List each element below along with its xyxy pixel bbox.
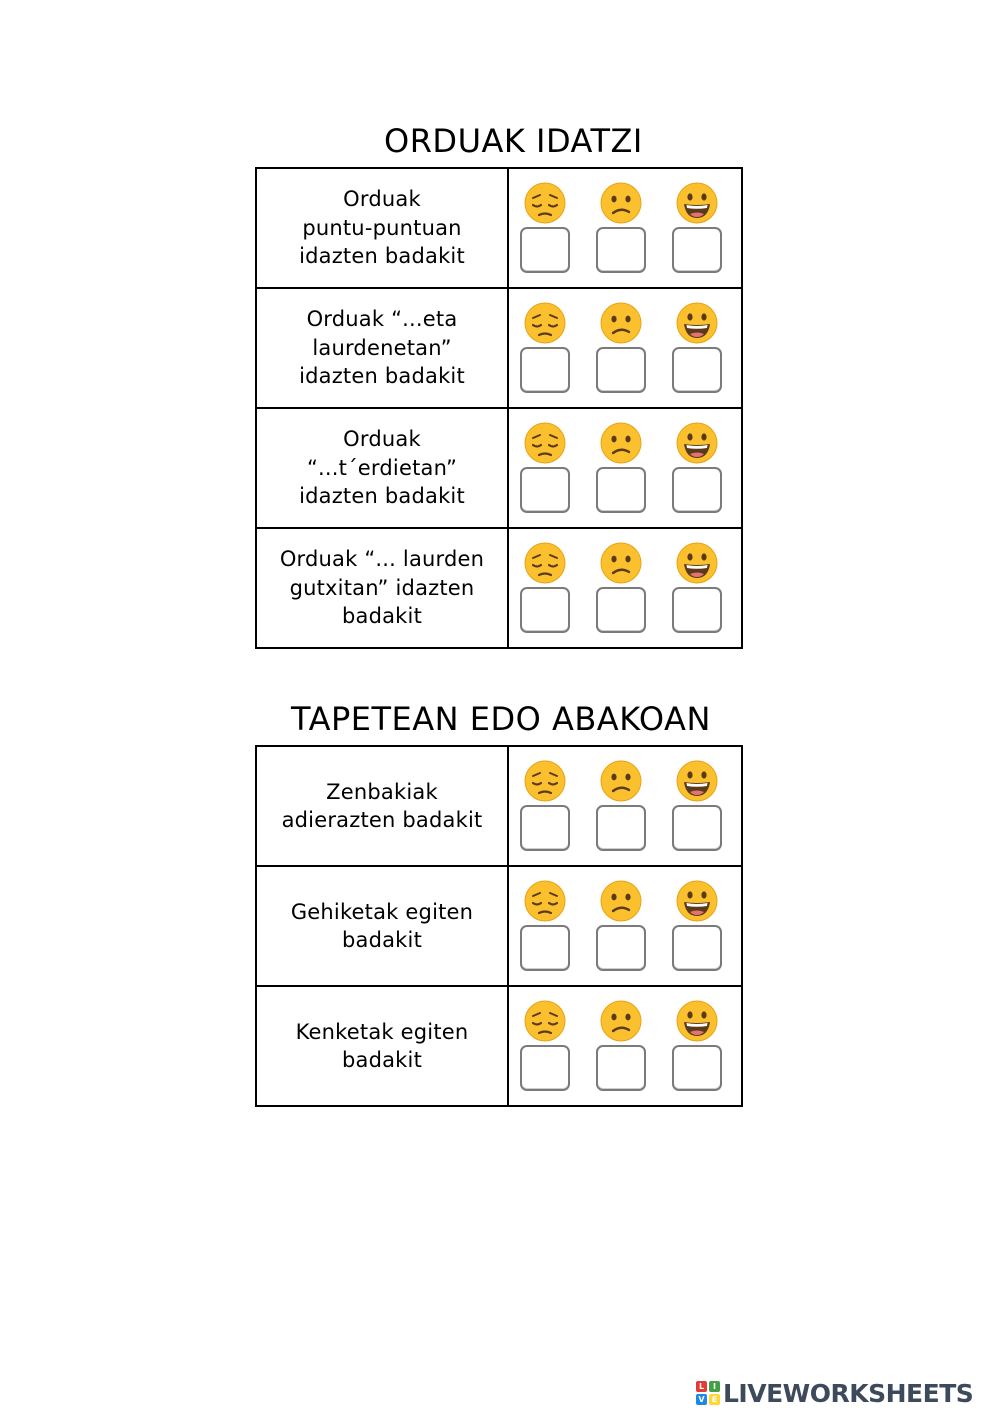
choice-group xyxy=(509,409,741,513)
logo-text: LIVEWORKSHEETS xyxy=(723,1378,974,1408)
choice-group xyxy=(509,289,741,393)
logo-mark-square: V xyxy=(696,1394,707,1405)
description-line: adierazten badakit xyxy=(281,808,483,832)
section-title-tapetean-edo-abakoan: TAPETEAN EDO ABAKOAN xyxy=(291,700,711,738)
description-line: puntu-puntuan xyxy=(302,215,462,240)
choice-grinning-face xyxy=(671,301,723,393)
choice-confused-face xyxy=(595,759,647,851)
confused-face-icon xyxy=(597,541,645,585)
self-assessment-cells xyxy=(508,408,742,528)
choice-grinning-face xyxy=(671,541,723,633)
choice-grinning-face xyxy=(671,759,723,851)
pensive-face-icon xyxy=(521,541,569,585)
choice-group xyxy=(509,529,741,633)
choice-grinning-face xyxy=(671,999,723,1091)
rubric-table-orduak xyxy=(255,167,743,649)
table-row xyxy=(256,168,742,288)
table-row xyxy=(256,986,742,1106)
self-assessment-cells xyxy=(508,528,742,648)
grinning-face-icon xyxy=(673,301,721,345)
pensive-face-icon xyxy=(521,421,569,465)
row-description xyxy=(256,986,508,1106)
choice-group xyxy=(509,987,741,1091)
choice-pensive-face xyxy=(519,879,571,971)
description-line: badakit xyxy=(341,604,423,629)
checkbox[interactable] xyxy=(520,925,570,971)
pensive-face-icon xyxy=(521,301,569,345)
grinning-face-icon xyxy=(673,541,721,585)
description-line: Orduak “...eta xyxy=(306,307,458,332)
table-row xyxy=(256,866,742,986)
liveworksheets-logo xyxy=(696,1378,973,1408)
table-row xyxy=(256,408,742,528)
checkbox[interactable] xyxy=(596,347,646,393)
checkbox[interactable] xyxy=(672,1045,722,1091)
checkbox[interactable] xyxy=(520,467,570,513)
pensive-face-icon xyxy=(521,879,569,923)
confused-face-icon xyxy=(597,879,645,923)
pensive-face-icon xyxy=(521,759,569,803)
self-assessment-cells xyxy=(508,288,742,408)
checkbox[interactable] xyxy=(520,1045,570,1091)
checkbox[interactable] xyxy=(672,467,722,513)
row-description xyxy=(256,288,508,408)
confused-face-icon xyxy=(597,759,645,803)
choice-confused-face xyxy=(595,999,647,1091)
choice-grinning-face xyxy=(671,181,723,273)
choice-pensive-face xyxy=(519,541,571,633)
description-line: Gehiketak egiten xyxy=(290,899,474,924)
choice-confused-face xyxy=(595,541,647,633)
row-description xyxy=(256,528,508,648)
self-assessment-cells xyxy=(508,866,742,986)
checkbox[interactable] xyxy=(596,1045,646,1091)
checkbox[interactable] xyxy=(672,925,722,971)
choice-confused-face xyxy=(595,181,647,273)
row-description xyxy=(256,746,508,866)
grinning-face-icon xyxy=(673,759,721,803)
pensive-face-icon xyxy=(521,181,569,225)
description-line: badakit xyxy=(341,928,423,952)
grinning-face-icon xyxy=(673,999,721,1043)
row-description xyxy=(256,866,508,986)
logo-mark-square: E xyxy=(709,1394,720,1405)
description-line: idazten badakit xyxy=(299,244,465,269)
choice-group xyxy=(509,867,741,971)
description-line: Orduak “... laurden xyxy=(279,547,485,572)
logo-mark-square: L xyxy=(696,1381,707,1392)
rubric-table-tapetean xyxy=(255,745,743,1107)
checkbox[interactable] xyxy=(520,347,570,393)
grinning-face-icon xyxy=(673,879,721,923)
logo-mark-square: I xyxy=(709,1381,720,1392)
choice-group xyxy=(509,747,741,851)
choice-pensive-face xyxy=(519,421,571,513)
description-line: badakit xyxy=(341,1048,423,1072)
description-line: gutxitan” idazten xyxy=(289,575,475,600)
logo-mark-icon xyxy=(696,1381,720,1405)
table-row xyxy=(256,288,742,408)
choice-pensive-face xyxy=(519,181,571,273)
row-description xyxy=(256,408,508,528)
description-line: “...t´erdietan” xyxy=(306,455,458,480)
self-assessment-cells xyxy=(508,168,742,288)
checkbox[interactable] xyxy=(672,227,722,273)
pensive-face-icon xyxy=(521,999,569,1043)
checkbox[interactable] xyxy=(596,925,646,971)
choice-grinning-face xyxy=(671,421,723,513)
table-row xyxy=(256,746,742,866)
description-line: Orduak xyxy=(343,187,421,212)
checkbox[interactable] xyxy=(596,587,646,633)
choice-confused-face xyxy=(595,879,647,971)
choice-group xyxy=(509,169,741,273)
description-line: idazten badakit xyxy=(299,364,465,389)
choice-pensive-face xyxy=(519,301,571,393)
checkbox[interactable] xyxy=(596,805,646,851)
choice-confused-face xyxy=(595,301,647,393)
description-line: laurdenetan” xyxy=(312,335,452,360)
confused-face-icon xyxy=(597,181,645,225)
table-row xyxy=(256,528,742,648)
section-title-orduak-idatzi: ORDUAK IDATZI xyxy=(384,122,643,160)
self-assessment-cells xyxy=(508,746,742,866)
checkbox[interactable] xyxy=(596,227,646,273)
self-assessment-cells xyxy=(508,986,742,1106)
confused-face-icon xyxy=(597,301,645,345)
description-line: Zenbakiak xyxy=(326,779,438,804)
choice-pensive-face xyxy=(519,759,571,851)
choice-pensive-face xyxy=(519,999,571,1091)
choice-grinning-face xyxy=(671,879,723,971)
confused-face-icon xyxy=(597,999,645,1043)
choice-confused-face xyxy=(595,421,647,513)
grinning-face-icon xyxy=(673,181,721,225)
checkbox[interactable] xyxy=(596,467,646,513)
description-line: idazten badakit xyxy=(299,484,465,509)
checkbox[interactable] xyxy=(520,227,570,273)
description-line: Kenketak egiten xyxy=(295,1019,469,1044)
checkbox[interactable] xyxy=(520,805,570,851)
confused-face-icon xyxy=(597,421,645,465)
row-description xyxy=(256,168,508,288)
checkbox[interactable] xyxy=(520,587,570,633)
checkbox[interactable] xyxy=(672,587,722,633)
checkbox[interactable] xyxy=(672,347,722,393)
grinning-face-icon xyxy=(673,421,721,465)
description-line: Orduak xyxy=(343,427,421,452)
checkbox[interactable] xyxy=(672,805,722,851)
